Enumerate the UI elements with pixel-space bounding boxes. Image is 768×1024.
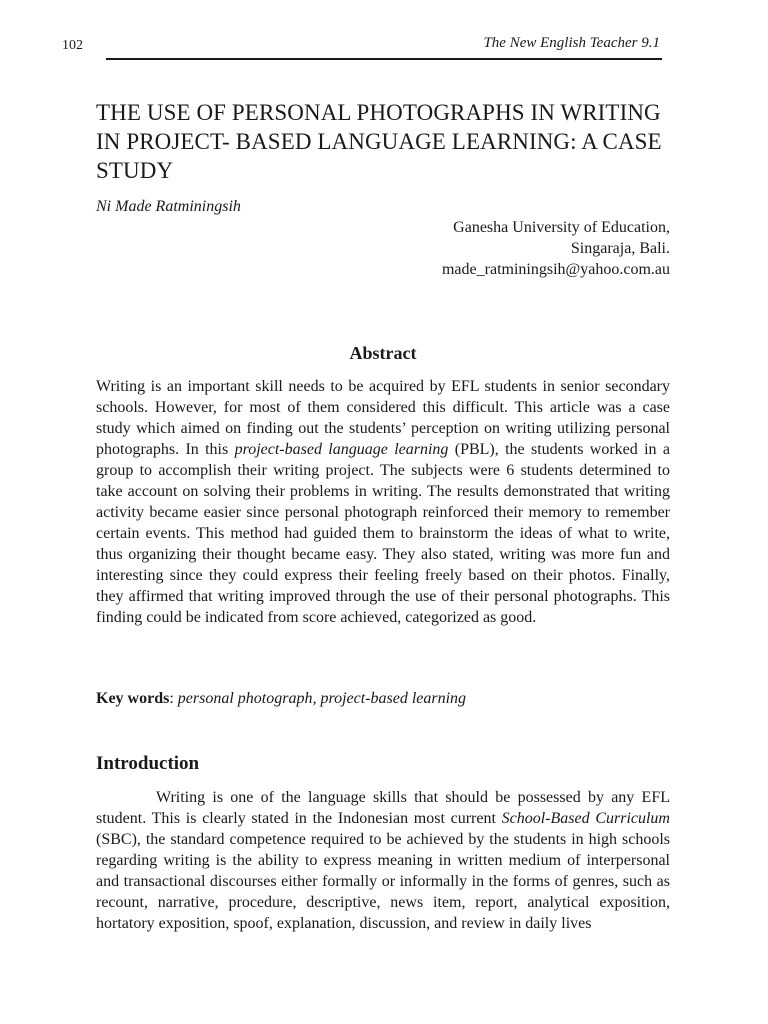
page-number: 102 [62,38,83,53]
keywords-value: personal photograph, project-based learning [177,690,467,707]
author-name: Ni Made Ratminingsih [96,198,241,215]
keywords-separator: : [169,690,178,707]
article-title: THE USE OF PERSONAL PHOTOGRAPHS IN WRITING IN PROJECT- BASED LANGUAGE LEARNING: A CASE STUDY [96,100,662,183]
abstract-heading: Abstract [349,343,417,363]
keywords-label: Key words [96,690,170,707]
abstract-text-start: Writing is an important skill needs to be acquired by EFL students in senior secondary schools. However, for most of them considered this difficult. This article was a case study which aimed on finding out the students’ perception on writing utilizing personal photographs. In this [96,378,670,458]
affiliation-location: Singaraja, Bali. [570,240,670,257]
affiliation-institution: Ganesha University of Education, [453,219,670,236]
author-email: made_ratminingsih@yahoo.com.au [441,261,670,278]
introduction-heading: Introduction [96,753,200,774]
introduction-emphasis: School-Based Curriculum [501,810,670,827]
abstract-body [96,376,670,628]
introduction-text-end: (SBC), the standard competence required to be achieved by the students in high schools regarding writing is the ability to express meaning in written medium of interpersonal and transactional discourses either formally or informally in the forms of genres, such as recount, narrative, procedure, descriptive, news item, report, analytical exposition, hortatory exposition, spoof, explanation, discussion, and review in daily lives [96,831,670,932]
introduction-text-start: Writing is one of the language skills that should be possessed by any EFL student. This is clearly stated in the Indonesian most current [96,789,670,827]
header-rule [106,58,662,60]
journal-title: The New English Teacher 9.1 [483,35,660,51]
abstract-emphasis: project-based language learning [234,441,449,458]
introduction-body [96,787,670,934]
abstract-text-end: (PBL), the students worked in a group to accomplish their writing project. The subjects were 6 students determined to take account on solving their problems in writing. The results demonstrated that writing activity became easier since personal photograph reinforced their memory to remember certain events. This method had guided them to brainstorm the ideas of what to write, thus organizing their thought became easy. They also stated, writing was more fun and interesting since they could express their feeling freely based on their photos. Finally, they affirmed that writing improved through the use of their personal photographs. This finding could be indicated from score achieved, categorized as good. [96,441,670,626]
keywords-line [96,688,670,709]
